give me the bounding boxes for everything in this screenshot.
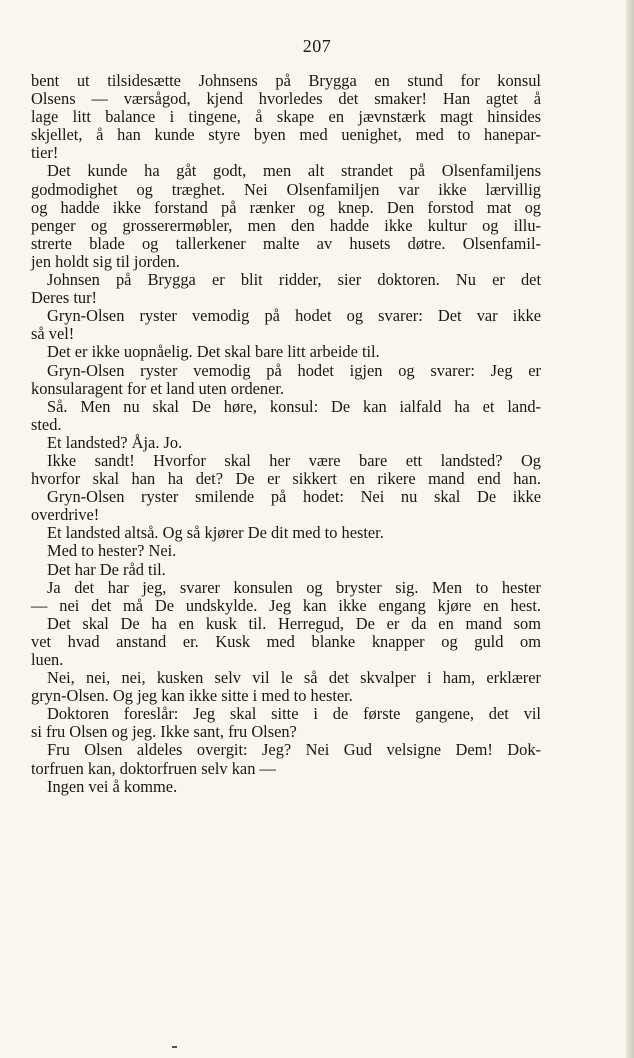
text-line: Olsens — værsågod, kjend hvorledes det smaker! Han agtet å (31, 89, 541, 109)
text-line: Gryn-Olsen ryster vemodig på hodet igjen og svarer: Jeg er (47, 360, 541, 380)
text-line: — nei det må De undskylde. Jeg kan ikke engang kjøre en hest. (31, 595, 541, 615)
text-line: og hadde ikke forstand på rænker og knep. Den forstod mat og (31, 197, 541, 217)
text-line: skjellet, å han kunde styre byen med uenighet, med to hanepar- (31, 125, 541, 145)
text-line: penger og grosserermøbler, men den hadde ikke kultur og illu- (31, 215, 541, 235)
text-line: bent ut tilsidesætte Johnsens på Brygga en stund for konsul (31, 71, 541, 90)
text-line: jen holdt sig til jorden. (31, 251, 180, 271)
text-line: Deres tur! (31, 288, 97, 308)
text-line: strerte blade og tallerkener malte av husets døtre. Olsenfamil- (31, 233, 541, 253)
text-line: Ikke sandt! Hvorfor skal her være bare ett landsted? Og (47, 450, 541, 470)
text-line: hvorfor skal han ha det? De er sikkert en rikere mand end han. (31, 469, 541, 489)
text-line: torfruen kan, doktorfruen selv kan — (31, 758, 276, 778)
text-line: Doktoren foreslår: Jeg skal sitte i de første gangene, det vil (47, 704, 541, 724)
text-line: Det skal De ha en kusk til. Herregud, De er da en mand som (47, 613, 541, 633)
page-edge (626, 0, 634, 1058)
body-text (31, 72, 541, 796)
text-line: Johnsen på Brygga er blit ridder, sier doktoren. Nu er det (47, 270, 541, 290)
text-line: si fru Olsen og jeg. Ikke sant, fru Olsen? (31, 722, 297, 742)
text-line: Et landsted? Åja. Jo. (47, 432, 183, 452)
text-line: lage litt balance i tingene, å skape en jævnstærk magt hinsides (31, 107, 541, 127)
text-line: Så. Men nu skal De høre, konsul: De kan ialfald ha et land- (47, 396, 541, 416)
text-line: Fru Olsen aldeles overgit: Jeg? Nei Gud velsigne Dem! Dok- (47, 740, 541, 760)
text-line: Det har De råd til. (47, 559, 166, 579)
text-line: Gryn-Olsen ryster vemodig på hodet og svarer: Det var ikke (47, 306, 541, 326)
text-line: vet hvad anstand er. Kusk med blanke knapper og guld om (31, 631, 541, 651)
ink-speck (172, 1046, 177, 1048)
text-line: Nei, nei, nei, kusken selv vil le så det skvalper i ham, erklærer (47, 668, 541, 688)
text-line: Det kunde ha gåt godt, men alt strandet på Olsenfamiljens (47, 161, 541, 181)
text-line: Ja det har jeg, svarer konsulen og bryster sig. Men to hester (47, 577, 541, 597)
text-line: så vel! (31, 324, 75, 344)
text-line: luen. (31, 650, 64, 669)
text-line: konsularagent for et land uten ordener. (31, 378, 285, 398)
text-line: Et landsted altså. Og så kjører De dit med to hester. (47, 523, 384, 543)
text-line: tier! (31, 143, 59, 163)
text-line: sted. (31, 414, 62, 434)
text-line: Med to hester? Nei. (47, 541, 177, 561)
page-number: 207 (302, 36, 332, 56)
text-line: godmodighet og træghet. Nei Olsenfamiljen var ikke lærvillig (31, 179, 541, 199)
text-line: gryn-Olsen. Og jeg kan ikke sitte i med to hester. (31, 686, 353, 706)
text-line: overdrive! (31, 505, 100, 525)
text-line: Gryn-Olsen ryster smilende på hodet: Nei nu skal De ikke (47, 487, 541, 507)
text-line: Ingen vei å komme. (47, 776, 178, 796)
text-line: Det er ikke uopnåelig. Det skal bare litt arbeide til. (47, 342, 380, 362)
